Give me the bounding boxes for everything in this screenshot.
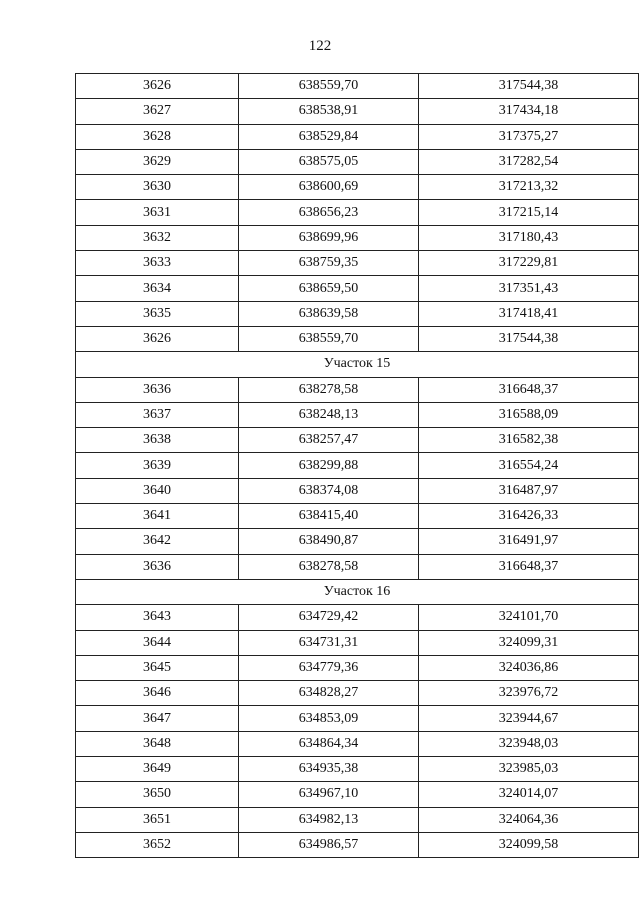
y-coordinate-cell: 317215,14 — [419, 200, 639, 225]
x-coordinate-cell: 638299,88 — [239, 453, 419, 478]
x-coordinate-cell: 638559,70 — [239, 326, 419, 351]
table-row — [76, 529, 639, 554]
x-coordinate-cell: 634729,42 — [239, 605, 419, 630]
y-coordinate-cell: 316487,97 — [419, 478, 639, 503]
x-coordinate-cell: 638659,50 — [239, 276, 419, 301]
x-coordinate-cell: 634731,31 — [239, 630, 419, 655]
table-row — [76, 478, 639, 503]
y-coordinate-cell: 323948,03 — [419, 731, 639, 756]
point-number-cell: 3626 — [76, 74, 239, 99]
y-coordinate-cell: 317282,54 — [419, 149, 639, 174]
x-coordinate-cell: 638538,91 — [239, 99, 419, 124]
y-coordinate-cell: 323944,67 — [419, 706, 639, 731]
table-row — [76, 99, 639, 124]
point-number-cell: 3628 — [76, 124, 239, 149]
table-row — [76, 782, 639, 807]
x-coordinate-cell: 638639,58 — [239, 301, 419, 326]
table-row — [76, 681, 639, 706]
table-row — [76, 731, 639, 756]
y-coordinate-cell: 324036,86 — [419, 655, 639, 680]
x-coordinate-cell: 634982,13 — [239, 807, 419, 832]
point-number-cell: 3636 — [76, 554, 239, 579]
section-header-row — [76, 352, 639, 377]
table-row — [76, 630, 639, 655]
y-coordinate-cell: 317544,38 — [419, 326, 639, 351]
y-coordinate-cell: 317375,27 — [419, 124, 639, 149]
table-row — [76, 504, 639, 529]
table-row — [76, 74, 639, 99]
x-coordinate-cell: 638656,23 — [239, 200, 419, 225]
point-number-cell: 3643 — [76, 605, 239, 630]
y-coordinate-cell: 324099,58 — [419, 832, 639, 857]
point-number-cell: 3648 — [76, 731, 239, 756]
point-number-cell: 3637 — [76, 402, 239, 427]
point-number-cell: 3644 — [76, 630, 239, 655]
table-row — [76, 225, 639, 250]
x-coordinate-cell: 634967,10 — [239, 782, 419, 807]
y-coordinate-cell: 324101,70 — [419, 605, 639, 630]
point-number-cell: 3629 — [76, 149, 239, 174]
table-row — [76, 554, 639, 579]
x-coordinate-cell: 638600,69 — [239, 175, 419, 200]
table-row — [76, 276, 639, 301]
x-coordinate-cell: 638490,87 — [239, 529, 419, 554]
y-coordinate-cell: 317434,18 — [419, 99, 639, 124]
x-coordinate-cell: 634779,36 — [239, 655, 419, 680]
table-row — [76, 200, 639, 225]
y-coordinate-cell: 316491,97 — [419, 529, 639, 554]
table-row — [76, 326, 639, 351]
y-coordinate-cell: 324014,07 — [419, 782, 639, 807]
point-number-cell: 3627 — [76, 99, 239, 124]
table-row — [76, 377, 639, 402]
y-coordinate-cell: 317351,43 — [419, 276, 639, 301]
point-number-cell: 3631 — [76, 200, 239, 225]
y-coordinate-cell: 316426,33 — [419, 504, 639, 529]
section-title: Участок 16 — [76, 579, 639, 604]
table-row — [76, 655, 639, 680]
table-row — [76, 807, 639, 832]
x-coordinate-cell: 638415,40 — [239, 504, 419, 529]
page-number: 122 — [308, 38, 332, 54]
point-number-cell: 3630 — [76, 175, 239, 200]
y-coordinate-cell: 323976,72 — [419, 681, 639, 706]
y-coordinate-cell: 324099,31 — [419, 630, 639, 655]
point-number-cell: 3645 — [76, 655, 239, 680]
x-coordinate-cell: 638374,08 — [239, 478, 419, 503]
point-number-cell: 3650 — [76, 782, 239, 807]
table-row — [76, 706, 639, 731]
x-coordinate-cell: 634986,57 — [239, 832, 419, 857]
y-coordinate-cell: 317213,32 — [419, 175, 639, 200]
table-row — [76, 757, 639, 782]
point-number-cell: 3638 — [76, 428, 239, 453]
coordinates-table — [75, 73, 639, 858]
x-coordinate-cell: 638759,35 — [239, 251, 419, 276]
y-coordinate-cell: 324064,36 — [419, 807, 639, 832]
x-coordinate-cell: 638278,58 — [239, 377, 419, 402]
point-number-cell: 3641 — [76, 504, 239, 529]
point-number-cell: 3640 — [76, 478, 239, 503]
table-row — [76, 149, 639, 174]
point-number-cell: 3634 — [76, 276, 239, 301]
point-number-cell: 3647 — [76, 706, 239, 731]
x-coordinate-cell: 638529,84 — [239, 124, 419, 149]
table-row — [76, 605, 639, 630]
table-row — [76, 428, 639, 453]
x-coordinate-cell: 638559,70 — [239, 74, 419, 99]
x-coordinate-cell: 638699,96 — [239, 225, 419, 250]
point-number-cell: 3636 — [76, 377, 239, 402]
x-coordinate-cell: 638248,13 — [239, 402, 419, 427]
x-coordinate-cell: 634853,09 — [239, 706, 419, 731]
x-coordinate-cell: 638278,58 — [239, 554, 419, 579]
y-coordinate-cell: 316582,38 — [419, 428, 639, 453]
x-coordinate-cell: 638575,05 — [239, 149, 419, 174]
point-number-cell: 3649 — [76, 757, 239, 782]
y-coordinate-cell: 316554,24 — [419, 453, 639, 478]
y-coordinate-cell: 317229,81 — [419, 251, 639, 276]
table-row — [76, 301, 639, 326]
y-coordinate-cell: 323985,03 — [419, 757, 639, 782]
coordinates-table-body — [76, 74, 639, 858]
table-row — [76, 453, 639, 478]
table-row — [76, 251, 639, 276]
table-row — [76, 832, 639, 857]
x-coordinate-cell: 634864,34 — [239, 731, 419, 756]
point-number-cell: 3633 — [76, 251, 239, 276]
point-number-cell: 3646 — [76, 681, 239, 706]
point-number-cell: 3652 — [76, 832, 239, 857]
y-coordinate-cell: 317544,38 — [419, 74, 639, 99]
table-row — [76, 175, 639, 200]
x-coordinate-cell: 634935,38 — [239, 757, 419, 782]
point-number-cell: 3626 — [76, 326, 239, 351]
y-coordinate-cell: 317180,43 — [419, 225, 639, 250]
y-coordinate-cell: 316648,37 — [419, 554, 639, 579]
point-number-cell: 3639 — [76, 453, 239, 478]
section-title: Участок 15 — [76, 352, 639, 377]
y-coordinate-cell: 317418,41 — [419, 301, 639, 326]
x-coordinate-cell: 634828,27 — [239, 681, 419, 706]
point-number-cell: 3635 — [76, 301, 239, 326]
y-coordinate-cell: 316648,37 — [419, 377, 639, 402]
section-header-row — [76, 579, 639, 604]
point-number-cell: 3642 — [76, 529, 239, 554]
table-row — [76, 402, 639, 427]
table-row — [76, 124, 639, 149]
x-coordinate-cell: 638257,47 — [239, 428, 419, 453]
y-coordinate-cell: 316588,09 — [419, 402, 639, 427]
point-number-cell: 3651 — [76, 807, 239, 832]
point-number-cell: 3632 — [76, 225, 239, 250]
